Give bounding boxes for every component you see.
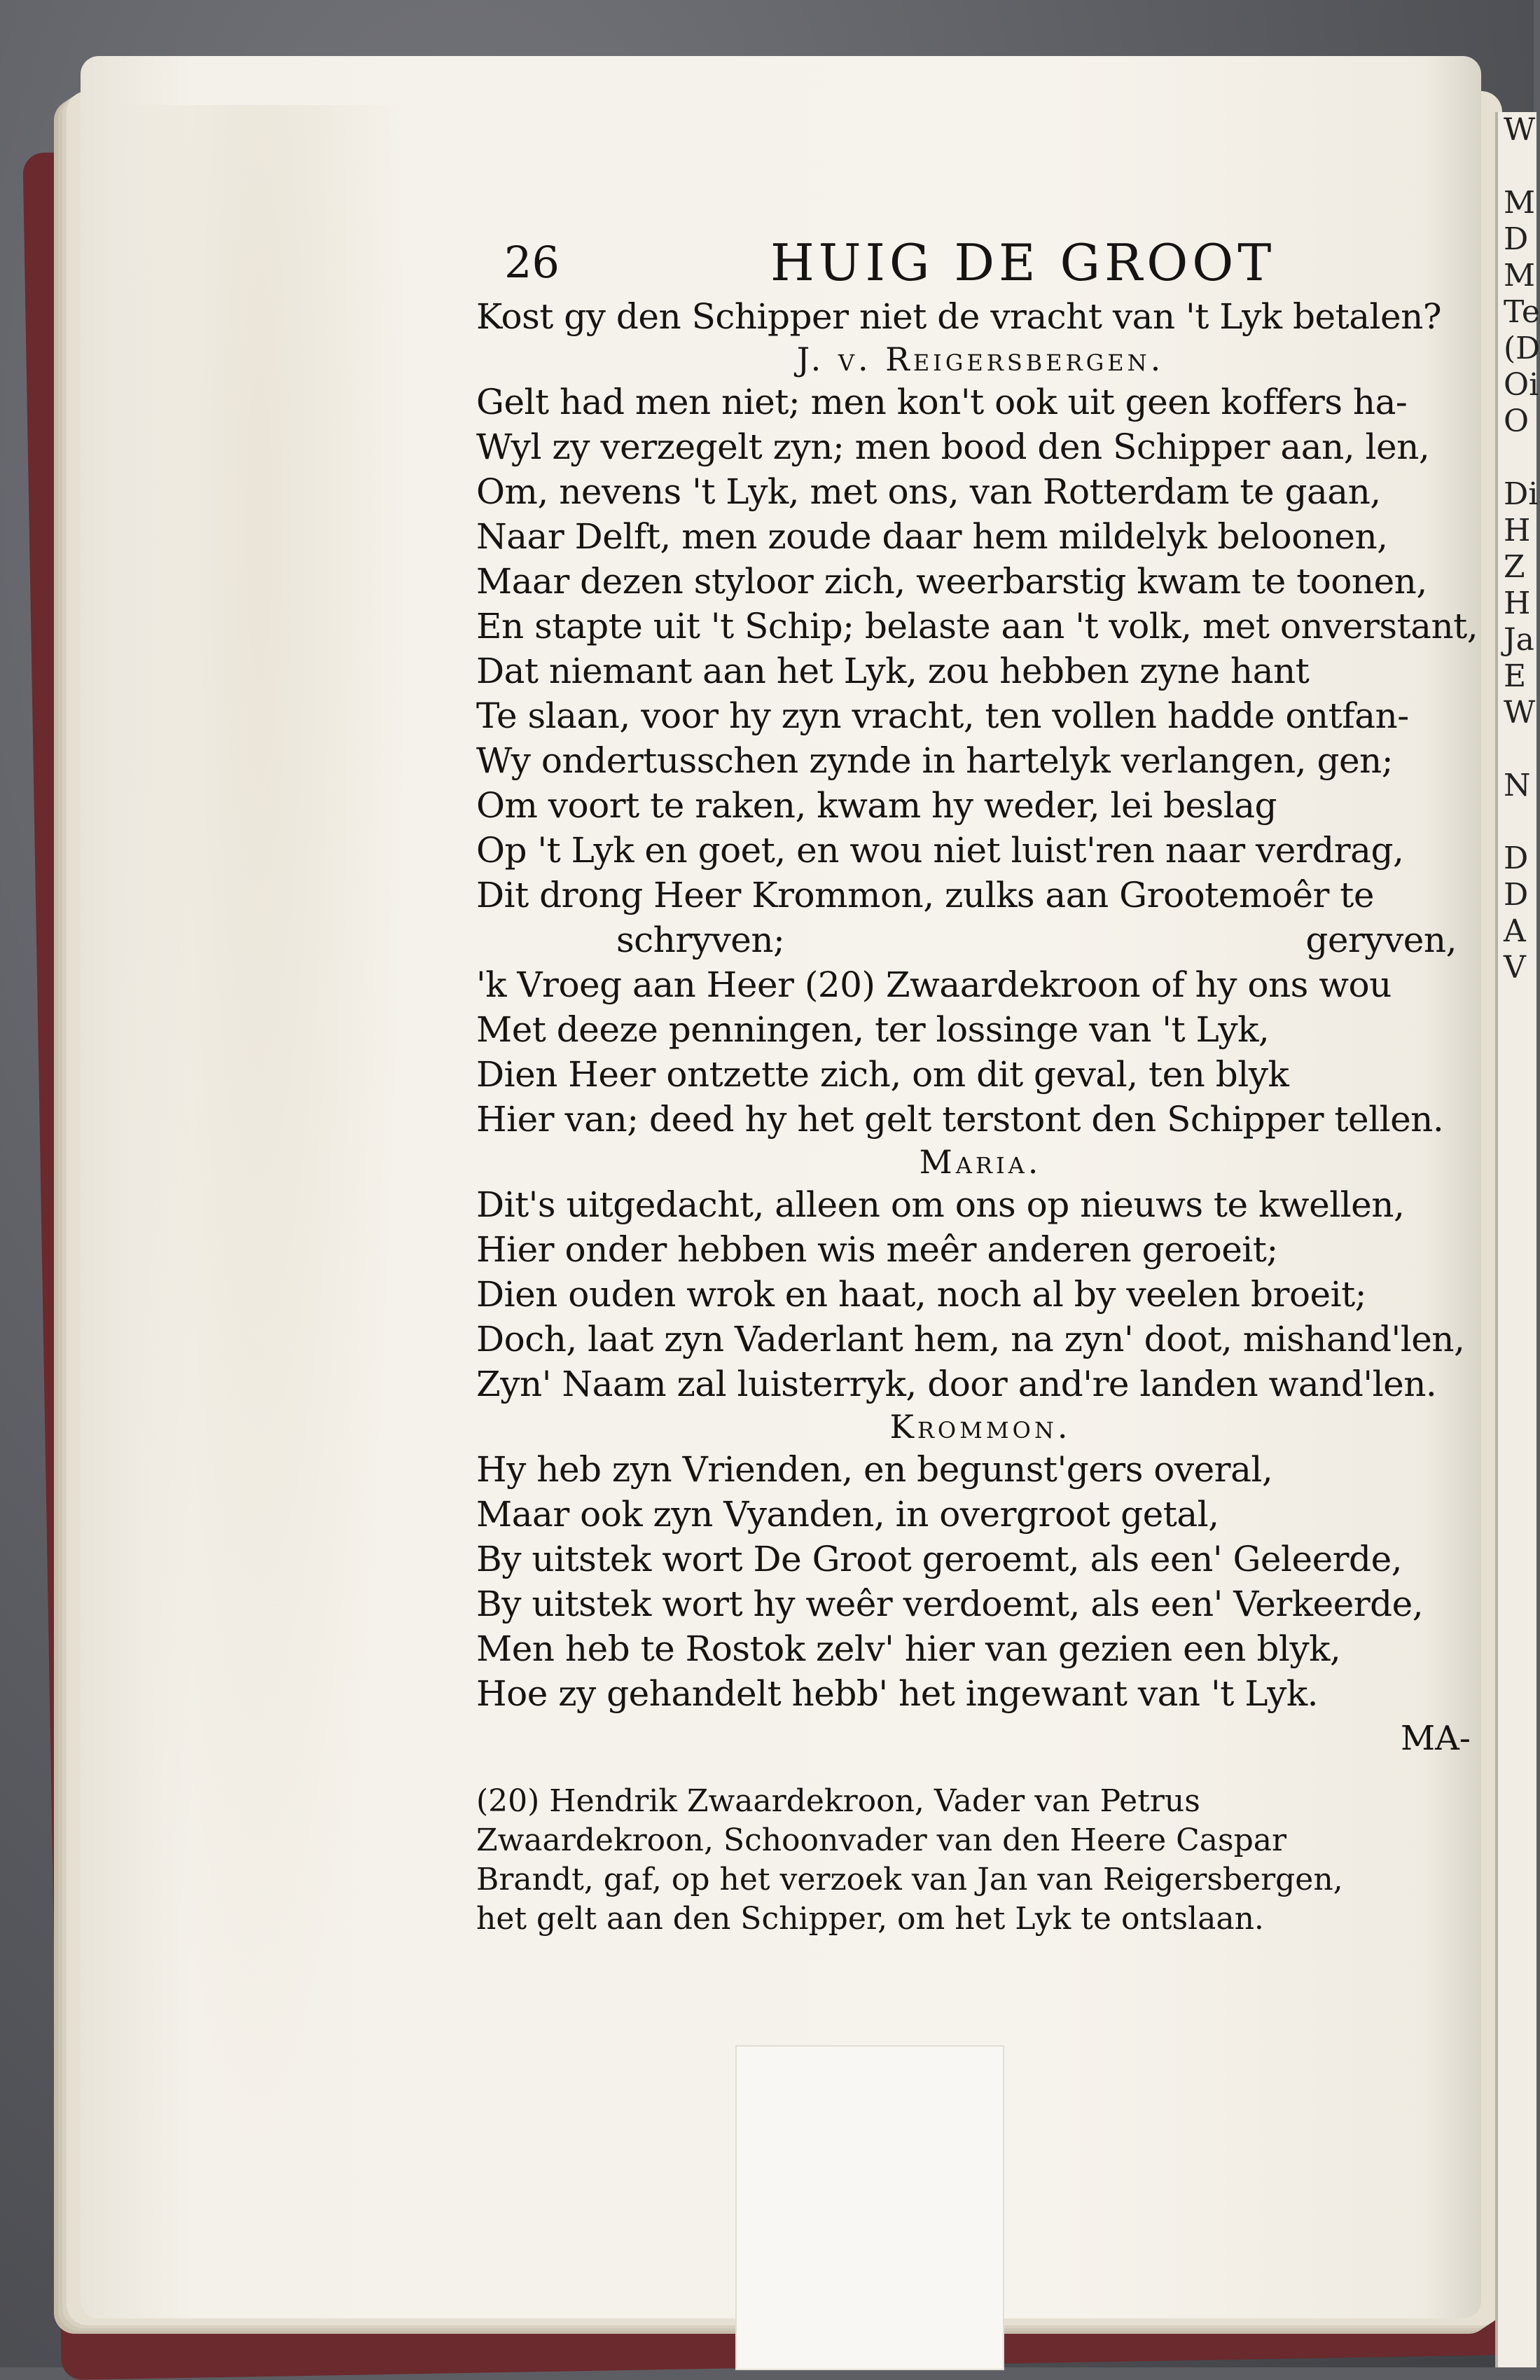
facing-page-letter: D xyxy=(1504,840,1529,876)
facing-page-letter xyxy=(1498,440,1536,476)
page-text xyxy=(476,231,1485,1939)
footnote-line: (20) Hendrik Zwaardekroon, Vader van Petrus xyxy=(476,1783,1200,1819)
verse-line: Zyn' Naam zal luisterryk, door and're landen wand'len. xyxy=(476,1364,1437,1404)
split-line-left: schryven; xyxy=(616,920,785,960)
verse-line: By uitstek wort De Groot geroemt, als een' Geleerde, xyxy=(476,1539,1403,1579)
facing-page-letter xyxy=(1498,804,1536,840)
verse-line: En stapte uit 't Schip; belaste aan 't volk, met onverstant, xyxy=(476,606,1478,646)
verse-line: Men heb te Rostok zelv' hier van gezien een blyk, xyxy=(476,1628,1341,1669)
verse-line: Om voort te raken, kwam hy weder, lei beslag xyxy=(476,785,1277,826)
facing-page-letter: Oi xyxy=(1504,367,1539,403)
verse-line: Doch, laat zyn Vaderlant hem, na zyn' doot, mishand'len, xyxy=(476,1319,1465,1359)
library-label xyxy=(735,2045,1004,2370)
page-number: 26 xyxy=(504,237,560,288)
verse-line: Hier onder hebben wis meêr anderen geroeit; xyxy=(476,1229,1278,1270)
verse-line: Te slaan, voor hy zyn vracht, ten vollen hadde ontfan- xyxy=(476,696,1409,736)
facing-page-letter: H xyxy=(1504,586,1531,621)
facing-page-letter: N xyxy=(1504,768,1531,803)
verse-line: Met deeze penningen, ter lossinge van 't Lyk, xyxy=(476,1009,1270,1050)
facing-page-letter: W xyxy=(1504,695,1536,731)
verse-line: Naar Delft, men zoude daar hem mildelyk beloonen, xyxy=(476,516,1388,557)
speaker-heading: Krommon. xyxy=(889,1408,1071,1446)
verse-line: Dit drong Heer Krommon, zulks aan Grootemoêr te xyxy=(476,875,1374,915)
verse-line: Dien Heer ontzette zich, om dit geval, ten blyk xyxy=(476,1054,1289,1095)
verse-line: Dat niemant aan het Lyk, zou hebben zyne hant xyxy=(476,651,1310,691)
facing-page-edge xyxy=(1495,112,1540,2367)
verse-line: Wy ondertusschen zynde in hartelyk verlangen, gen; xyxy=(476,740,1394,781)
verse-line: Gelt had men niet; men kon't ook uit geen koffers ha- xyxy=(476,382,1408,422)
facing-page-letter: D xyxy=(1504,221,1529,257)
speaker-heading: J. v. Reigersbergen. xyxy=(796,340,1165,378)
facing-page-letter: (D xyxy=(1504,331,1540,366)
verse-line: 'k Vroeg aan Heer (20) Zwaardekroon of hy ons wou xyxy=(476,964,1392,1005)
verse-line: Hy heb zyn Vrienden, en begunst'gers overal, xyxy=(476,1449,1273,1490)
catchword: MA- xyxy=(1400,1719,1471,1758)
facing-page-letter: M xyxy=(1504,258,1536,293)
running-title: HUIG DE GROOT xyxy=(770,233,1276,292)
facing-page-letter: Te xyxy=(1504,294,1540,330)
verse-line: Om, nevens 't Lyk, met ons, van Rotterdam te gaan, xyxy=(476,471,1381,512)
facing-page-letter: V xyxy=(1504,950,1526,985)
verse-line: By uitstek wort hy weêr verdoemt, als een' Verkeerde, xyxy=(476,1584,1424,1624)
verse-line: Maar ook zyn Vyanden, in overgroot getal, xyxy=(476,1494,1219,1535)
facing-page-letter xyxy=(1498,731,1536,768)
speaker-heading: Maria. xyxy=(919,1143,1042,1181)
verse-line: Dien ouden wrok en haat, noch al by veelen broeit; xyxy=(476,1274,1367,1315)
verse-line: Op 't Lyk en goet, en wou niet luist'ren naar verdrag, xyxy=(476,830,1404,871)
verse-line: Kost gy den Schipper niet de vracht van 't Lyk betalen? xyxy=(476,296,1442,337)
facing-page-letter: D xyxy=(1504,877,1529,913)
page-foxing xyxy=(112,105,406,2206)
facing-page-letter: Di xyxy=(1504,476,1539,512)
footnote-line: het gelt aan den Schipper, om het Lyk te ontslaan. xyxy=(476,1901,1264,1937)
facing-page-letter: Ja xyxy=(1504,622,1534,658)
facing-page-letter: M xyxy=(1504,185,1536,221)
verse-line: Maar dezen styloor zich, weerbarstig kwam te toonen, xyxy=(476,561,1427,602)
running-head xyxy=(476,231,1485,294)
footnote-line: Brandt, gaf, op het verzoek van Jan van Reigersbergen, xyxy=(476,1862,1343,1897)
split-line-right: geryven, xyxy=(1305,920,1457,960)
facing-page-letter: E xyxy=(1504,658,1527,694)
verse-line: Hoe zy gehandelt hebb' het ingewant van 't Lyk. xyxy=(476,1673,1319,1714)
footnote-line: Zwaardekroon, Schoonvader van den Heere Caspar xyxy=(476,1822,1287,1858)
facing-page-letter: O xyxy=(1504,403,1529,439)
facing-page-letter: W xyxy=(1504,112,1536,148)
verse-line: Wyl zy verzegelt zyn; men bood den Schipper aan, len, xyxy=(476,427,1430,467)
facing-page-letter: H xyxy=(1504,513,1531,548)
verse-line: Dit's uitgedacht, alleen om ons op nieuws te kwellen, xyxy=(476,1184,1405,1225)
footnote xyxy=(476,1782,1485,1939)
facing-page-letter xyxy=(1498,148,1536,185)
verse-line: Hier van; deed hy het gelt terstont den Schipper tellen. xyxy=(476,1099,1444,1140)
facing-page-letter: Z xyxy=(1504,549,1525,585)
facing-page-letter: A xyxy=(1504,913,1526,949)
split-verse-line xyxy=(476,918,1485,962)
